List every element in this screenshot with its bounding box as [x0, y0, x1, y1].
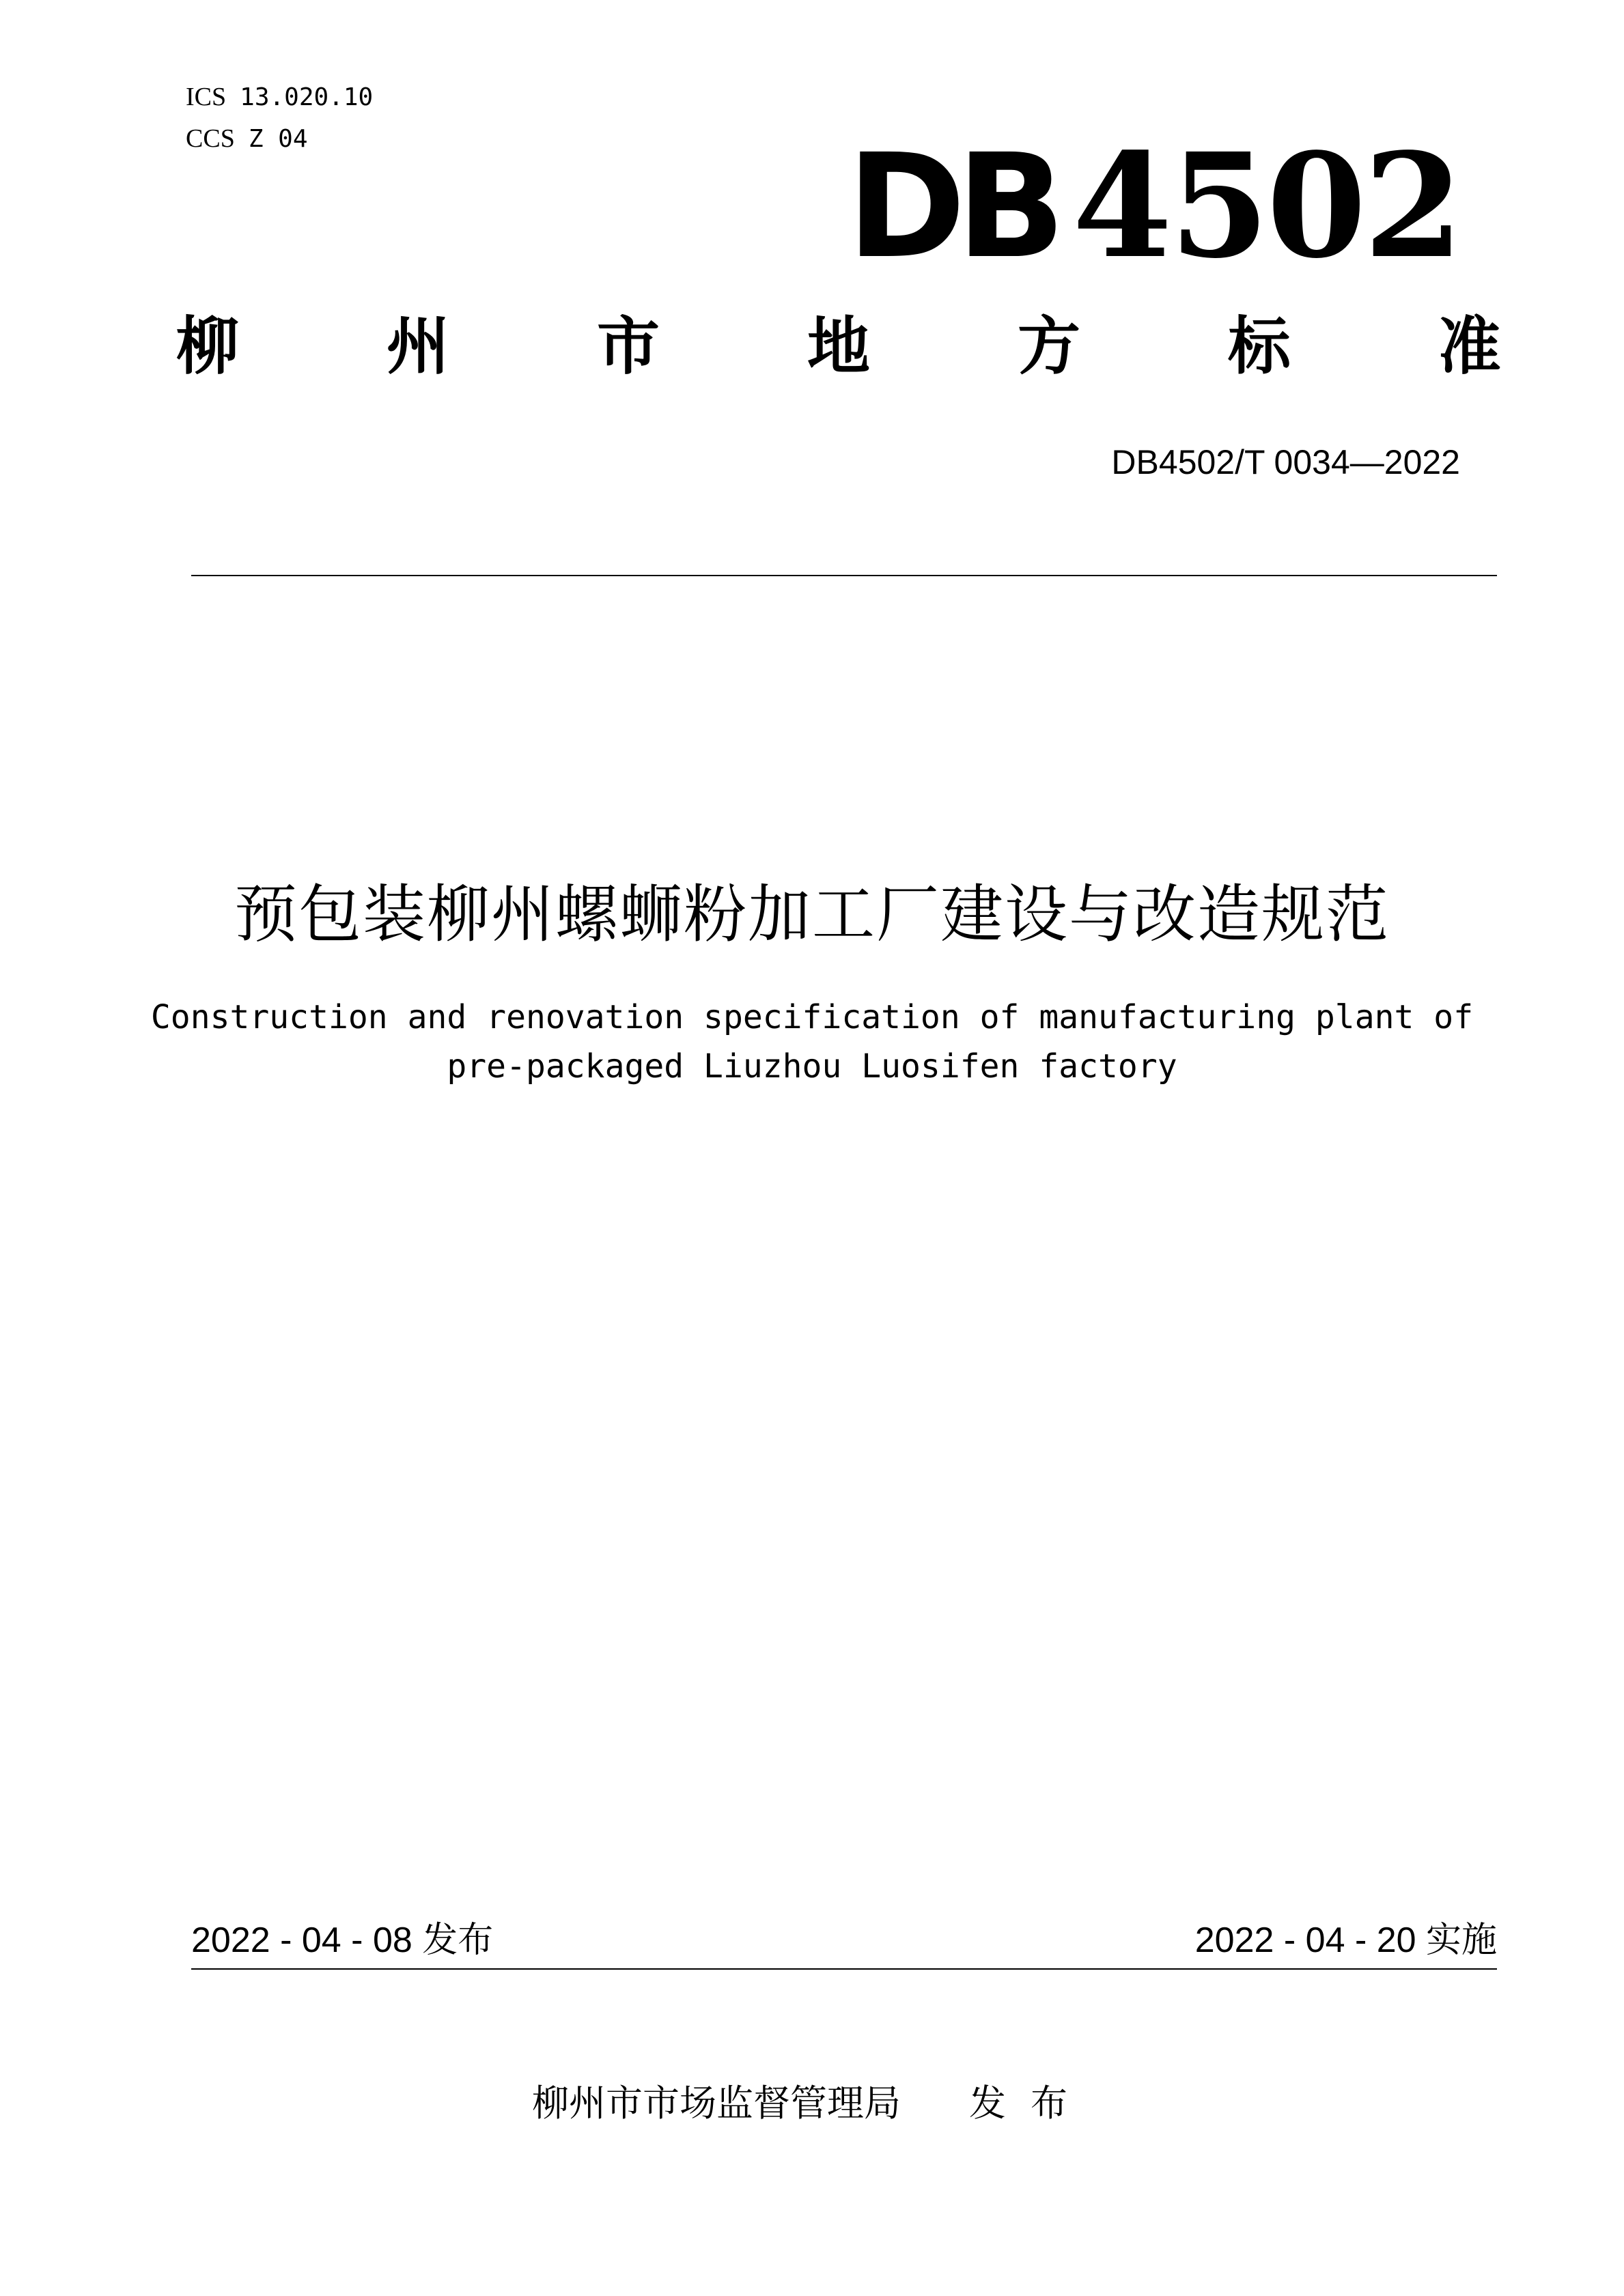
- ics-code: 13.020.10: [240, 83, 374, 111]
- standard-type-char: 标: [1227, 310, 1291, 383]
- standard-type-char: 州: [386, 310, 449, 383]
- standard-type-char: 准: [1438, 310, 1501, 383]
- bottom-divider: [191, 1968, 1497, 1970]
- standard-number: DB4502/T 0034—2022: [1111, 443, 1460, 481]
- ccs-line: [186, 118, 373, 160]
- ics-label: ICS: [186, 83, 227, 111]
- issuer-action: 发布: [969, 2082, 1092, 2125]
- ccs-code: Z 04: [248, 125, 308, 153]
- document-title-chinese: 预包装柳州螺蛳粉加工厂建设与改造规范: [234, 878, 1390, 951]
- db-prefix: DB: [847, 123, 1056, 290]
- issue-date: 2022 - 04 - 08 发布: [191, 1921, 494, 1960]
- standard-type-heading: [176, 306, 1501, 388]
- db-number: 4502: [1072, 122, 1461, 290]
- english-title-line-1: Construction and renovation specification of manufacturing plant of: [150, 998, 1474, 1036]
- standard-type-char: 地: [807, 310, 870, 383]
- standard-type-char: 柳: [176, 310, 240, 383]
- db-standard-mark: [847, 124, 1461, 289]
- issuing-authority: [0, 2080, 1624, 2127]
- implementation-date: 2022 - 04 - 20 实施: [1194, 1921, 1497, 1960]
- english-title-line-2: pre-packaged Liuzhou Luosifen factory: [447, 1047, 1177, 1086]
- standard-type-char: 市: [596, 310, 660, 383]
- ccs-label: CCS: [186, 124, 235, 153]
- standard-type-char: 方: [1017, 310, 1080, 383]
- issuer-name: 柳州市市场监督管理局: [532, 2082, 901, 2125]
- top-divider: [191, 575, 1497, 576]
- document-title-english: [0, 993, 1624, 1091]
- ics-line: [186, 76, 373, 118]
- classification-codes: [186, 76, 373, 160]
